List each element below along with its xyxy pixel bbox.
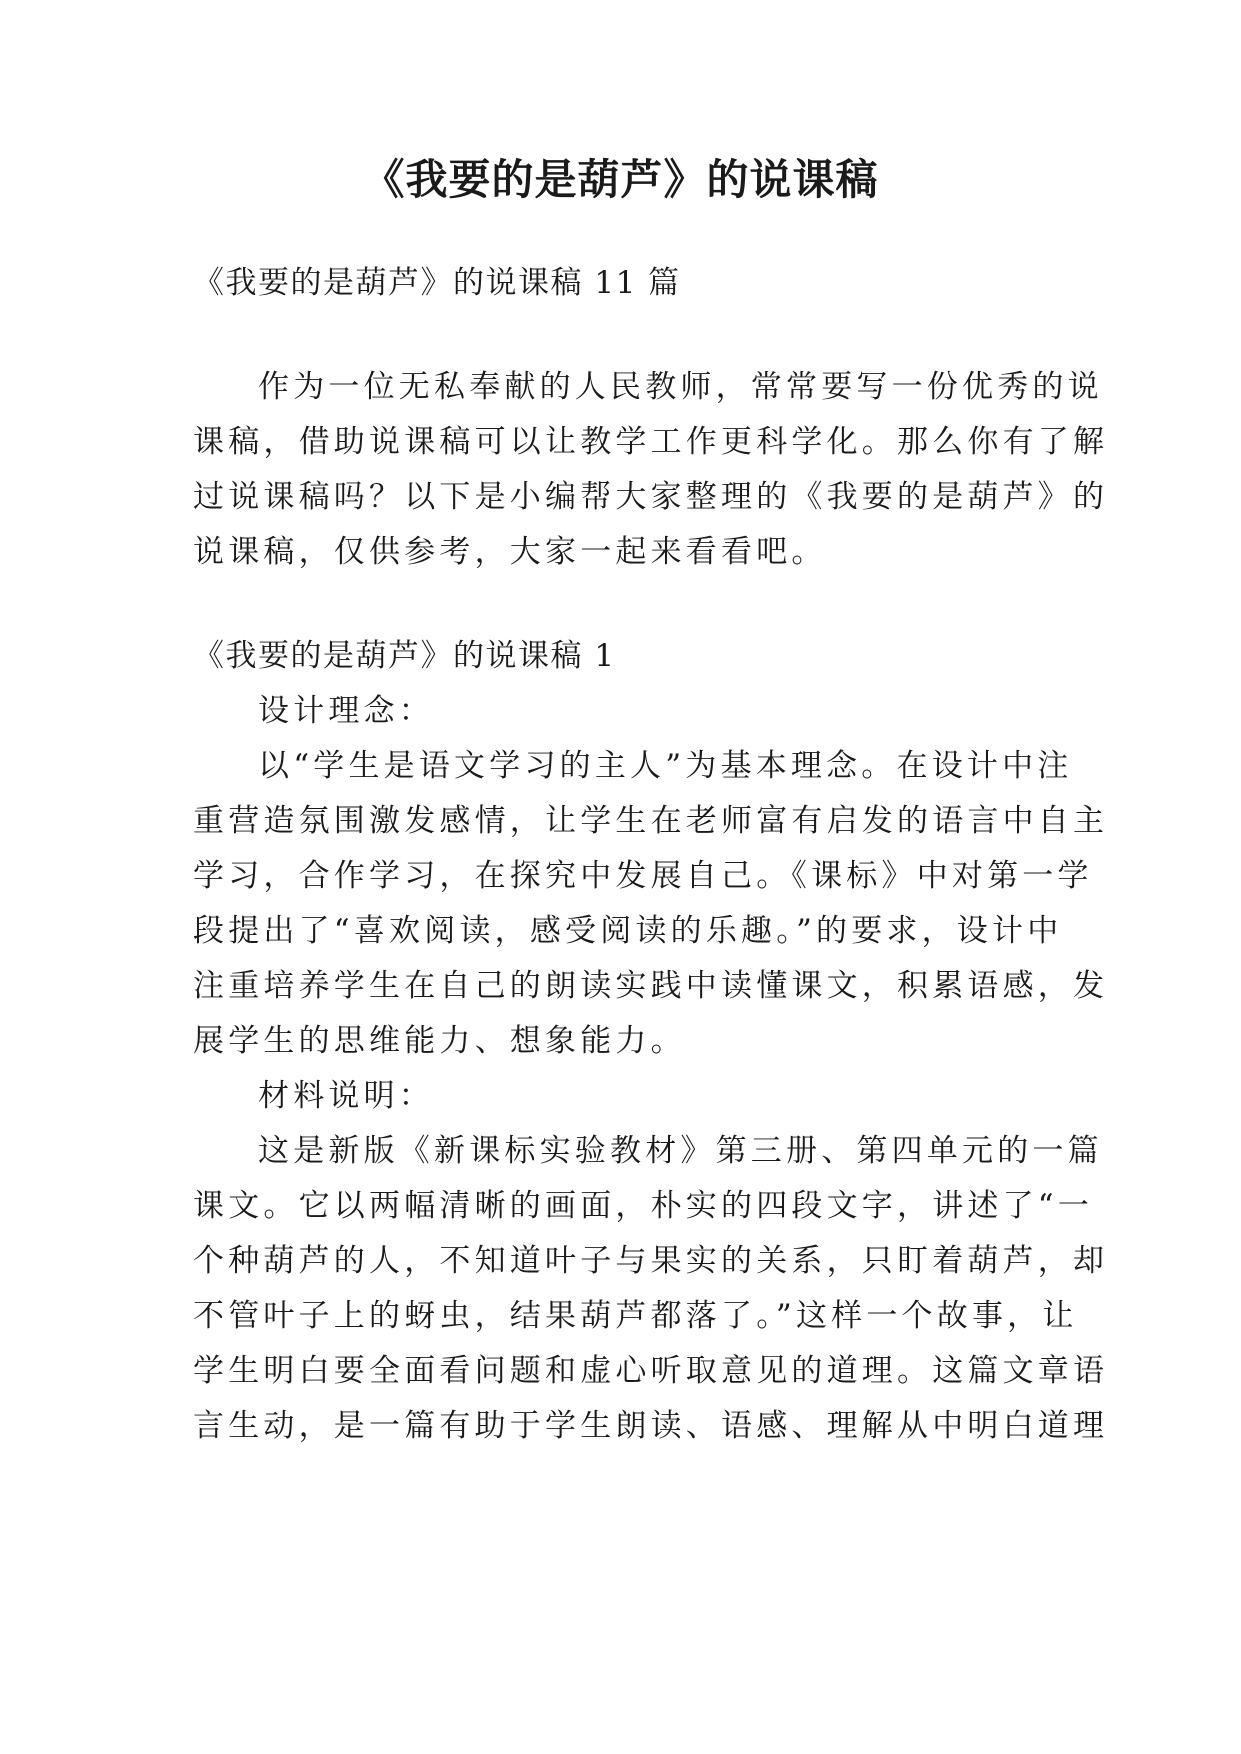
material-line-6: 言生动，是一篇有助于学生朗读、语感、理解从中明白道理 <box>193 1408 1109 1444</box>
material-line-5: 学生明白要全面看问题和虚心听取意见的道理。这篇文章语 <box>193 1353 1109 1389</box>
material-line-4: 不管叶子上的蚜虫，结果葫芦都落了。”这样一个故事，让 <box>193 1298 1078 1334</box>
intro-line-4: 说课稿，仅供参考，大家一起来看看吧。 <box>193 534 827 570</box>
material-line-1: 这是新版《新课标实验教材》第三册、第四单元的一篇 <box>258 1133 1103 1169</box>
design-label: 设计理念： <box>258 693 434 729</box>
design-line-1: 以“学生是语文学习的主人”为基本理念。在设计中注 <box>258 748 1073 784</box>
intro-line-1: 作为一位无私奉献的人民教师，常常要写一份优秀的说 <box>258 369 1103 405</box>
intro-line-3: 过说课稿吗？以下是小编帮大家整理的《我要的是葫芦》的 <box>193 479 1109 515</box>
section-heading: 《我要的是葫芦》的说课稿 1 <box>193 638 616 674</box>
design-line-3: 学习，合作学习，在探究中发展自己。《课标》中对第一学 <box>193 858 1093 894</box>
design-line-4: 段提出了“喜欢阅读，感受阅读的乐趣。”的要求，设计中 <box>193 913 1063 949</box>
material-line-3: 个种葫芦的人，不知道叶子与果实的关系，只盯着葫芦，却 <box>193 1243 1109 1279</box>
design-line-5: 注重培养学生在自己的朗读实践中读懂课文，积累语感，发 <box>193 968 1109 1004</box>
material-line-2: 课文。它以两幅清晰的画面，朴实的四段文字，讲述了“一 <box>193 1188 1094 1224</box>
document-title: 《我要的是葫芦》的说课稿 <box>362 155 879 204</box>
material-label: 材料说明： <box>258 1078 434 1114</box>
design-line-2: 重营造氛围激发感情，让学生在老师富有启发的语言中自主 <box>193 803 1109 839</box>
design-line-6: 展学生的思维能力、想象能力。 <box>193 1023 686 1059</box>
intro-line-2: 课稿，借助说课稿可以让教学工作更科学化。那么你有了解 <box>193 424 1109 460</box>
document-subtitle: 《我要的是葫芦》的说课稿 11 篇 <box>193 265 681 301</box>
